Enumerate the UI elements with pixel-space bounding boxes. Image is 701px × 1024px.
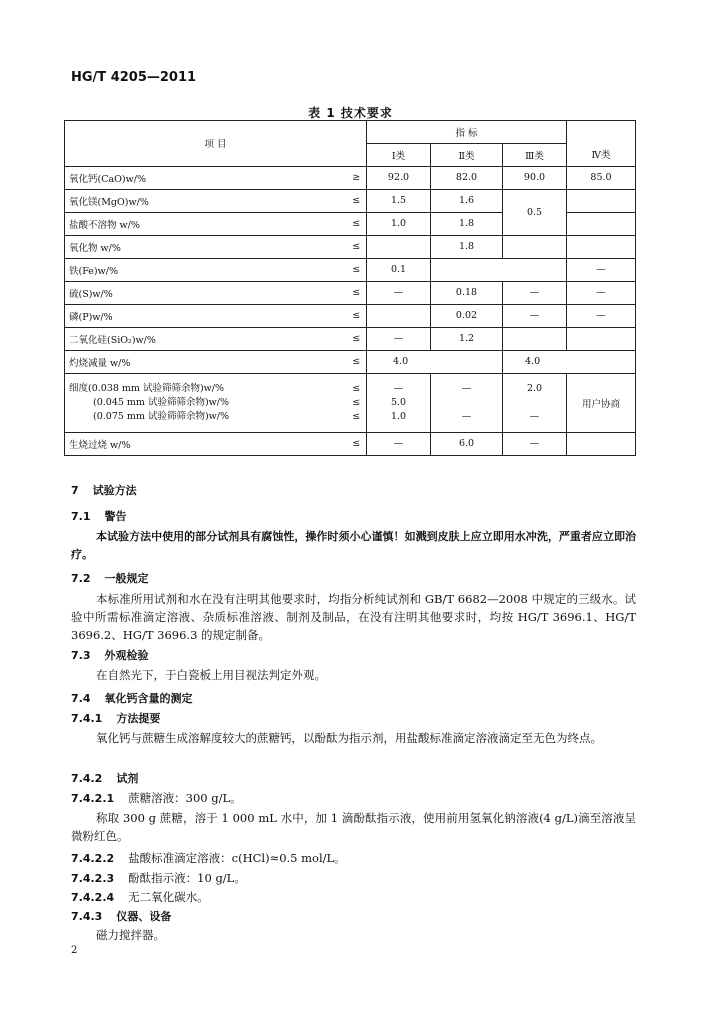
item-7-4-2-2: 7.4.2.2 盐酸标准滴定溶液：c(HCl)≈0.5 mol/L。 [71, 851, 346, 865]
table-row: 二氧化硅(SiO₂)w/% ≤ — 1.2 [65, 327, 636, 350]
sucrose-preparation-paragraph: 称取 300 g 蔗糖，溶于 1 000 mL 水中，加 1 滴酚酞指示液，使用前用氢氧化钠溶液(4 g/L)滴至溶液呈微粉红色。 [71, 811, 636, 843]
table-row: 氧化钙(CaO)w/% ≥ 92.0 82.0 90.0 85.0 [65, 166, 636, 189]
section-7-3-heading: 7.3 外观检验 [71, 649, 149, 662]
class-3-header: Ⅲ类 [503, 143, 567, 166]
item-7-4-2-3: 7.4.2.3 酚酞指示液：10 g/L。 [71, 871, 246, 885]
section-7-heading: 7 试验方法 [71, 484, 137, 497]
class-1-header: Ⅰ类 [367, 143, 431, 166]
section-7-1-heading: 7.1 警告 [71, 510, 127, 523]
class-2-header: Ⅱ类 [431, 143, 503, 166]
section-7-4-1-heading: 7.4.1 方法提要 [71, 712, 161, 725]
table-row: 灼烧减量 w/% ≤ 4.0 4.0 [65, 350, 636, 373]
section-7-2-heading: 7.2 一般规定 [71, 572, 149, 585]
appearance-paragraph: 在自然光下，于白瓷板上用目视法判定外观。 [96, 668, 326, 682]
class-4-header: Ⅳ类 [567, 143, 636, 166]
table-row: 磷(P)w/% ≤ 0.02 — — [65, 304, 636, 327]
section-7-4-heading: 7.4 氧化钙含量的测定 [71, 692, 193, 705]
document-code: HG/T 4205—2011 [71, 70, 197, 85]
page-number: 2 [71, 945, 78, 956]
table-row: 铁(Fe)w/% ≤ 0.1 — [65, 258, 636, 281]
method-summary-paragraph: 氧化钙与蔗糖生成溶解度较大的蔗糖钙，以酚酞为指示剂，用盐酸标准滴定溶液滴定至无色为终点。 [96, 731, 602, 745]
table-row: 细度(0.038 mm 试验筛筛余物)w/% (0.045 mm 试验筛筛余物)w/% (0.075 mm 试验筛筛余物)w/% ≤ ≤ ≤ — 5.0 1.0 — — 2.0 — 用户协商 [65, 373, 636, 432]
section-7-4-2-heading: 7.4.2 试剂 [71, 772, 139, 785]
column-header-index: 指 标 [367, 121, 567, 144]
item-7-4-2-1: 7.4.2.1 蔗糖溶液：300 g/L。 [71, 791, 242, 805]
table-row: 氧化物 w/% ≤ 1.8 [65, 235, 636, 258]
table-row: 盐酸不溶物 w/% ≤ 1.0 1.8 [65, 212, 636, 235]
apparatus-paragraph: 磁力搅拌器。 [96, 928, 165, 942]
general-provisions-paragraph: 本标准所用试剂和水在没有注明其他要求时，均指分析纯试剂和 GB/T 6682—2008 中规定的三级水。试验中所需标准滴定溶液、杂质标准溶液、制剂及制品，在没有注明其他要求时，均按 HG/T 3696.1、HG/T 3696.2、HG/T 3696.3 的规定制备。 [71, 592, 636, 642]
column-header-item: 项 目 [65, 121, 367, 167]
table-title: 表 1 技术要求 [308, 106, 393, 120]
table-row: 生烧过烧 w/% ≤ — 6.0 — [65, 432, 636, 455]
item-7-4-2-4: 7.4.2.4 无二氧化碳水。 [71, 890, 209, 904]
table-row: 氧化镁(MgO)w/% ≤ 1.5 1.6 0.5 [65, 189, 636, 212]
warning-paragraph: 本试验方法中使用的部分试剂具有腐蚀性，操作时须小心谨慎！如溅到皮肤上应立即用水冲洗，严重者应立即治疗。 [71, 530, 636, 561]
table-header-row [65, 121, 636, 144]
technical-requirements-table [64, 120, 636, 456]
section-7-4-3-heading: 7.4.3 仪器、设备 [71, 910, 172, 923]
table-row: 硫(S)w/% ≤ — 0.18 — — [65, 281, 636, 304]
